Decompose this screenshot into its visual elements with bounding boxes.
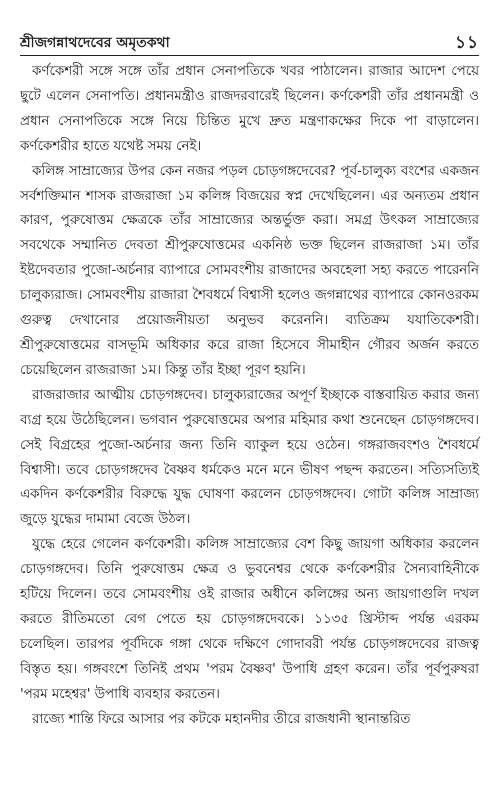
paragraph-3: রাজরাজার আত্মীয় চোড়গঙ্গদেব। চালুক্যরাজের অপূর্ণ ইচ্ছাকে বাস্তবায়িত করার জন্য ব্যগ্র হয়ে উঠেছিলেন। ভগবান পুরুষোত্তমের অপার মহিমার কথা শুনেছেন চোড়গঙ্গদেব। সেই বিগ্রহের পুজো-অর্চনার জন্য তিনি ব্যাকুল হয়ে ওঠেন। গঙ্গরাজবংশও শৈবধর্মে বিশ্বাসী। তবে চোড়গঙ্গদেব বৈষ্ণব ধর্মকেও মনে মনে ভীষণ পছন্দ করতেন। সত্যিসত্যিই একদিন কর্ণকেশরীর বিরুদ্ধে যুদ্ধ ঘোষণা করলেন চোড়গঙ্গদেব। গোটা কলিঙ্গ সাম্রাজ্য জুড়ে যুদ্ধের দামামা বেজে উঠল। [20, 387, 479, 528]
paragraph-4: যুদ্ধে হেরে গেলেন কর্ণকেশরী। কলিঙ্গ সাম্রাজ্যের বেশ কিছু জায়গা অধিকার করলেন চোড়গঙ্গদেব। তিনি পুরুষোত্তম ক্ষেত্র ও ভুবনেশ্বর থেকে কর্ণকেশরীর সৈন্যবাহিনীকে হটিয়ে দিলেন। তবে সোমবংশীয় ওই রাজার অধীনে কলিঙ্গের অন্য জায়গাগুলি দখল করতে রীতিমতো বেগ পেতে হয় চোড়গঙ্গদেবকে। ১১৩৫ খ্রিস্টাব্দ পর্যন্ত এরকম চলেছিল। তারপর পূর্বদিকে গঙ্গা থেকে দক্ষিণে গোদাবরী পর্যন্ত চোড়গঙ্গদেবের রাজত্ব বিস্তৃত হয়। গঙ্গবংশে তিনিই প্রথম 'পরম বৈষ্ণব' উপাধি গ্রহণ করেন। তাঁর পূর্বপুরুষরা 'পরম মহেশ্বর' উপাধি ব্যবহার করতেন। [20, 537, 479, 702]
paragraph-5: রাজ্যে শান্তি ফিরে আসার পর কটকে মহানদীর তীরে রাজধানী স্থানান্তরিত [32, 711, 411, 727]
page-number: ১১ [454, 33, 479, 53]
running-header [20, 34, 479, 52]
header-rule [20, 55, 479, 56]
page-body [20, 60, 479, 732]
book-title: শ্রীজগন্নাথদেবের অমৃতকথা [20, 35, 170, 51]
paragraph-1: কর্ণকেশরী সঙ্গে সঙ্গে তাঁর প্রধান সেনাপতিকে খবর পাঠালেন। রাজার আদেশ পেয়ে ছুটে এলেন সেনাপতি। প্রধানমন্ত্রীও রাজদরবারেই ছিলেন। কর্ণকেশরী তাঁর প্রধানমন্ত্রী ও প্রধান সেনাপতিকে সঙ্গে নিয়ে চিন্তিত মুখে দ্রুত মন্ত্রণাকক্ষের দিকে পা বাড়ালেন। কর্ণকেশরীর হাতে যথেষ্ট সময় নেই। [20, 64, 479, 154]
paragraph-2: কলিঙ্গ সাম্রাজ্যের উপর কেন নজর পড়ল চোড়গঙ্গদেবের? পূর্ব-চালুক্য বংশের একজন সর্বশক্তিমান শাসক রাজরাজা ১ম কলিঙ্গ বিজয়ের স্বপ্ন দেখেছিলেন। এর অন্যতম প্রধান কারণ, পুরুষোত্তম ক্ষেত্রকে তাঁর সাম্রাজ্যের অন্তর্ভুক্ত করা। সমগ্র উৎকল সাম্রাজ্যের সবথেকে সম্মানিত দেবতা শ্রীপুরুষোত্তমের একনিষ্ঠ ভক্ত ছিলেন রাজরাজা ১ম। তাঁর ইষ্টদেবতার পুজো-অর্চনার ব্যাপারে সোমবংশীয় রাজাদের অবহেলা সহ্য করতে পারেননি চালুক্যরাজ। সোমবংশীয় রাজারা শৈবধর্মে বিশ্বাসী হলেও জগন্নাথের ব্যাপারে কোনওরকম গুরুত্ব দেখানোর প্রয়োজনীয়তা অনুভব করেননি। ব্যতিক্রম যযাতিকেশরী। শ্রীপুরুষোত্তমের বাসভূমি অধিকার করে রাজা হিসেবে সীমাহীন গৌরব অর্জন করতে চেয়েছিলেন রাজরাজা ১ম। কিন্তু তাঁর ইচ্ছা পূরণ হয়নি। [20, 163, 480, 378]
